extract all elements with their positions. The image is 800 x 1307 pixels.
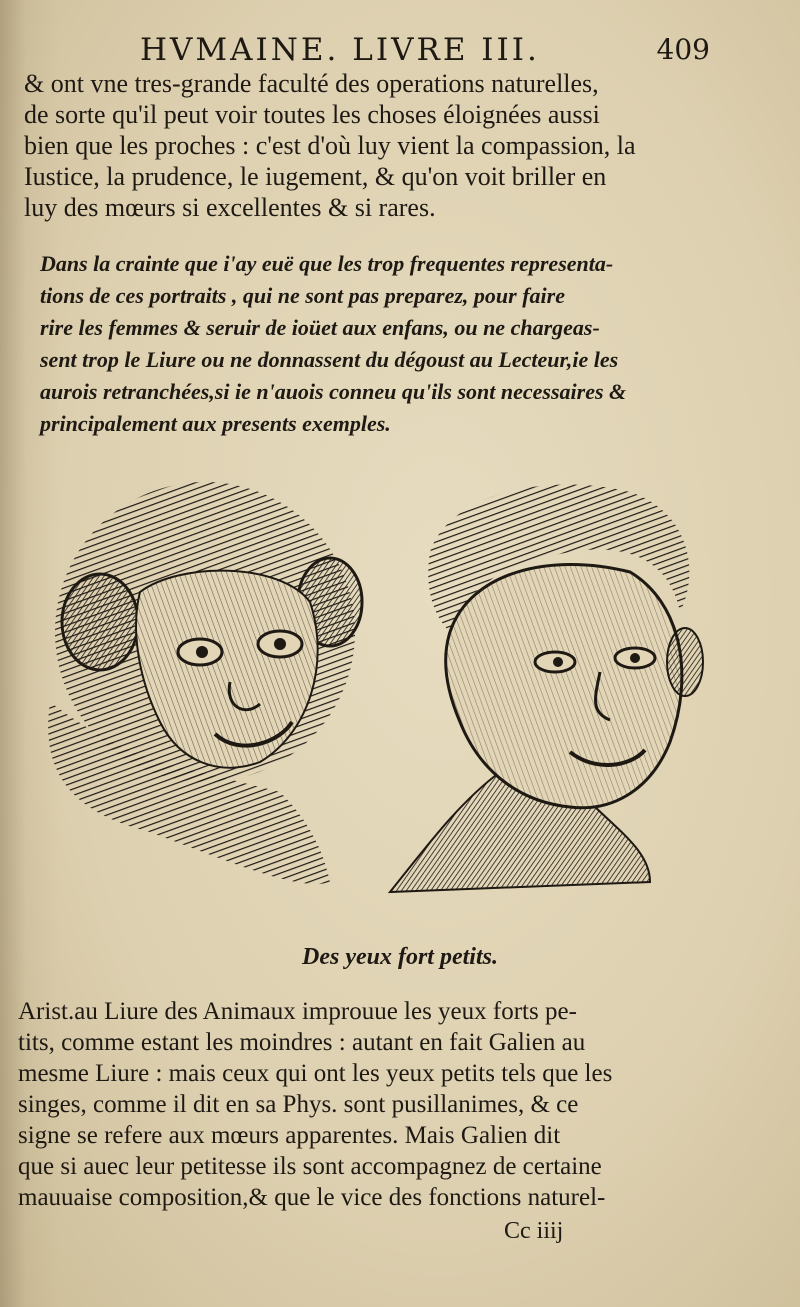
paragraph-aristotle (18, 996, 708, 1213)
text-line: Iustice, la prudence, le iugement, & qu'on voit briller en (24, 162, 607, 191)
figure-caption: Des yeux fort petits. (302, 944, 498, 970)
monkey-portrait (48, 482, 362, 884)
text-line: de sorte qu'il peut voir toutes les choses éloignées aussi (24, 100, 600, 129)
man-portrait (390, 485, 703, 893)
page-number: 409 (656, 33, 710, 66)
note-line: Dans la crainte que i'ay euë que les trop frequentes representa- (40, 251, 614, 276)
text-line: luy des mœurs si excellentes & si rares. (24, 193, 436, 222)
text-line: & ont vne tres-grande faculté des operations naturelles, (24, 69, 599, 98)
paragraph-opening (24, 68, 708, 223)
text-line: signe se refere aux mœurs apparentes. Mais Galien dit (18, 1122, 561, 1149)
text-line: mesme Liure : mais ceux qui ont les yeux petits tels que les (18, 1060, 613, 1087)
text-line: bien que les proches : c'est d'où luy vient la compassion, la (24, 131, 636, 160)
note-line: aurois retranchées,si ie n'auois conneu qu'ils sont necessaires & (40, 379, 627, 404)
running-head: HVMAINE. LIVRE III. (140, 32, 540, 68)
note-line: principalement aux presents exemples. (40, 411, 391, 436)
text-line: mauuaise composition,& que le vice des fonctions naturel- (18, 1184, 606, 1211)
text-line: que si auec leur petitesse ils sont accompagnez de certaine (18, 1153, 602, 1180)
woodcut-illustration (30, 472, 720, 912)
page-header (140, 30, 710, 70)
text-line: tits, comme estant les moindres : autant en fait Galien au (18, 1029, 586, 1056)
text-line: singes, comme il dit en sa Phys. sont pusillanimes, & ce (18, 1091, 579, 1118)
signature-mark: Cc iiij (504, 1218, 564, 1244)
text-line: Arist.au Liure des Animaux improuue les yeux forts pe- (18, 998, 577, 1025)
note-line: tions de ces portraits , qui ne sont pas preparez, pour faire (40, 283, 565, 308)
note-line: rire les femmes & seruir de ioüet aux enfans, ou ne chargeas- (40, 315, 600, 340)
note-line: sent trop le Liure ou ne donnassent du dégoust au Lecteur,ie les (40, 347, 619, 372)
italic-note (40, 248, 704, 440)
